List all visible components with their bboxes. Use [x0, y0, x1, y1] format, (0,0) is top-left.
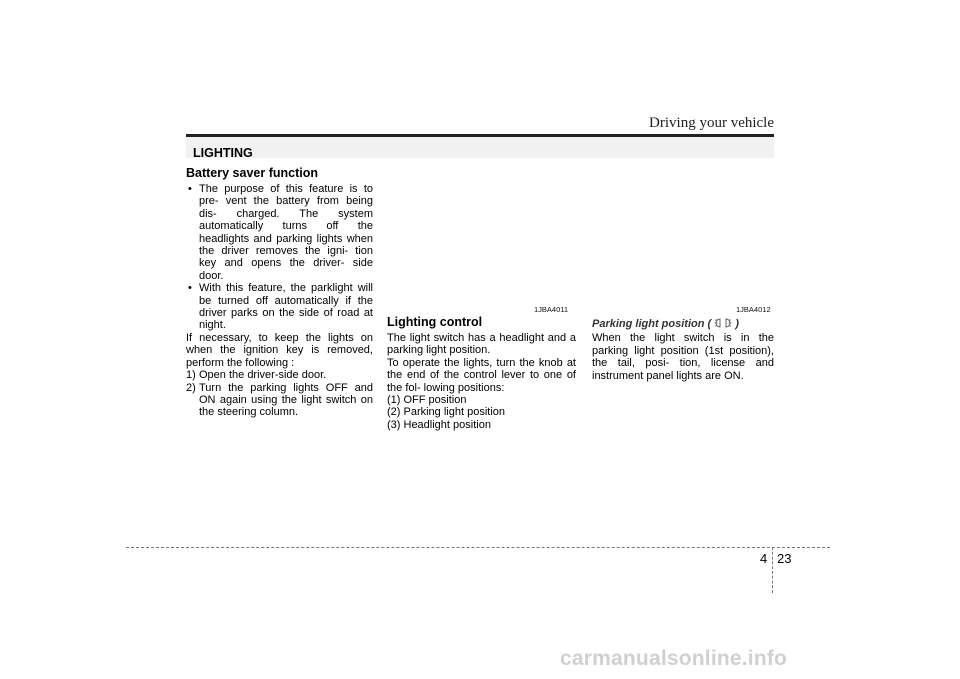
column-battery-saver — [186, 166, 373, 419]
position-item: (1) OFF position — [387, 394, 467, 407]
step-number: 2) — [186, 381, 196, 394]
step-item — [186, 369, 373, 381]
footer-divider — [772, 547, 773, 593]
footer-rule — [126, 547, 830, 548]
column-lighting-control — [387, 315, 576, 431]
step-text: Open the driver-side door. — [199, 369, 327, 382]
battery-saver-heading: Battery saver function — [186, 166, 318, 180]
image-code: 1JBA4012 — [736, 305, 771, 314]
section-title: LIGHTING — [193, 146, 253, 160]
subheading-suffix: ) — [735, 318, 739, 330]
parking-light-paragraph: When the light switch is in the parking light position (1st position), the tail, posi- tion, license and instrument panel lights are ON. — [592, 332, 774, 382]
subheading-prefix: Parking light position ( — [592, 318, 712, 330]
column-parking-light — [592, 318, 774, 382]
step-item — [186, 382, 373, 419]
section-number: 4 — [760, 551, 768, 566]
parking-light-icon — [714, 318, 732, 328]
position-item: (2) Parking light position — [387, 406, 506, 419]
position-item: (3) Headlight position — [387, 418, 491, 431]
image-code: 1JBA4011 — [534, 305, 569, 314]
step-text: Turn the parking lights OFF and ON again using the light switch on the steering column. — [199, 381, 373, 419]
step-number: 1) — [186, 369, 196, 382]
bullet-item: • The purpose of this feature is to pre- vent the battery from being dis- charged. The system automatically turns off the headlights and parking lights when the driver removes the igni- tion key and opens the driver- side door. — [186, 183, 373, 282]
lighting-control-paragraph: To operate the lights, turn the knob at the end of the control lever to one of the fol- lowing positions: — [387, 356, 576, 394]
lighting-control-heading: Lighting control — [387, 315, 483, 329]
section-bar — [186, 137, 774, 158]
page-number: 23 — [777, 551, 792, 566]
watermark: carmanualsonline.info — [560, 647, 788, 670]
battery-saver-paragraph: If necessary, to keep the lights on when the ignition key is removed, perform the following : — [186, 331, 373, 369]
lighting-control-paragraph: The light switch has a headlight and a parking light position. — [387, 332, 576, 357]
header-title: Driving your vehicle — [649, 115, 774, 131]
bullet-item: • With this feature, the parklight will be turned off automatically if the driver parks on the side of road at night. — [186, 282, 373, 332]
parking-light-subheading — [592, 318, 774, 330]
